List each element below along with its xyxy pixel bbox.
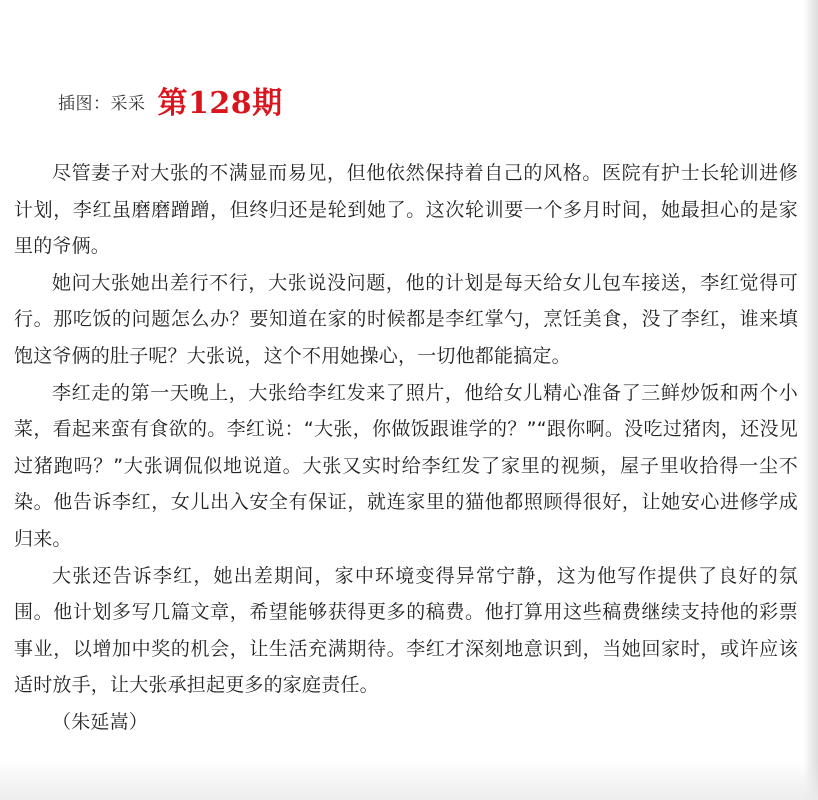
author-byline: （朱延嵩） — [52, 710, 149, 733]
article-paragraph: 尽管妻子对大张的不满显而易见，但他依然保持着自己的风格。医院有护士长轮训进修计划，李红虽磨磨蹭蹭，但终归还是轮到她了。这次轮训要一个多月时间，她最担心的是家里的爷俩。 — [14, 162, 798, 258]
article-body — [14, 155, 798, 741]
issue-number: 第128期 — [157, 86, 283, 121]
page-bottom-shadow — [0, 760, 818, 800]
article-paragraph: 大张还告诉李红，她出差期间，家中环境变得异常宁静，这为他写作提供了良好的氛围。他计划多写几篇文章，希望能够获得更多的稿费。他打算用这些稿费继续支持他的彩票事业，以增加中奖的机会，让生活充满期待。李红才深刻地意识到，当她回家时，或许应该适时放手，让大张承担起更多的家庭责任。 — [14, 564, 798, 697]
illustration-credit: 插图：采采 — [58, 94, 146, 114]
page-edge-shadow — [804, 0, 818, 800]
page-header — [58, 78, 283, 122]
article-paragraph: 李红走的第一天晚上，大张给李红发来了照片，他给女儿精心准备了三鲜炒饭和两个小菜，看起来蛮有食欲的。李红说：“大张，你做饭跟谁学的？”“跟你啊。没吃过猪肉，还没见过猪跑吗？”大张调侃似地说道。大张又实时给李红发了家里的视频，屋子里收拾得一尘不染。他告诉李红，女儿出入安全有保证，就连家里的猫他都照顾得很好，让她安心进修学成归来。 — [14, 381, 798, 550]
article-paragraph: 她问大张她出差行不行，大张说没问题，他的计划是每天给女儿包车接送，李红觉得可行。那吃饭的问题怎么办？要知道在家的时候都是李红掌勺，烹饪美食，没了李红，谁来填饱这爷俩的肚子呢？大张说，这个不用她操心，一切他都能搞定。 — [14, 271, 798, 367]
